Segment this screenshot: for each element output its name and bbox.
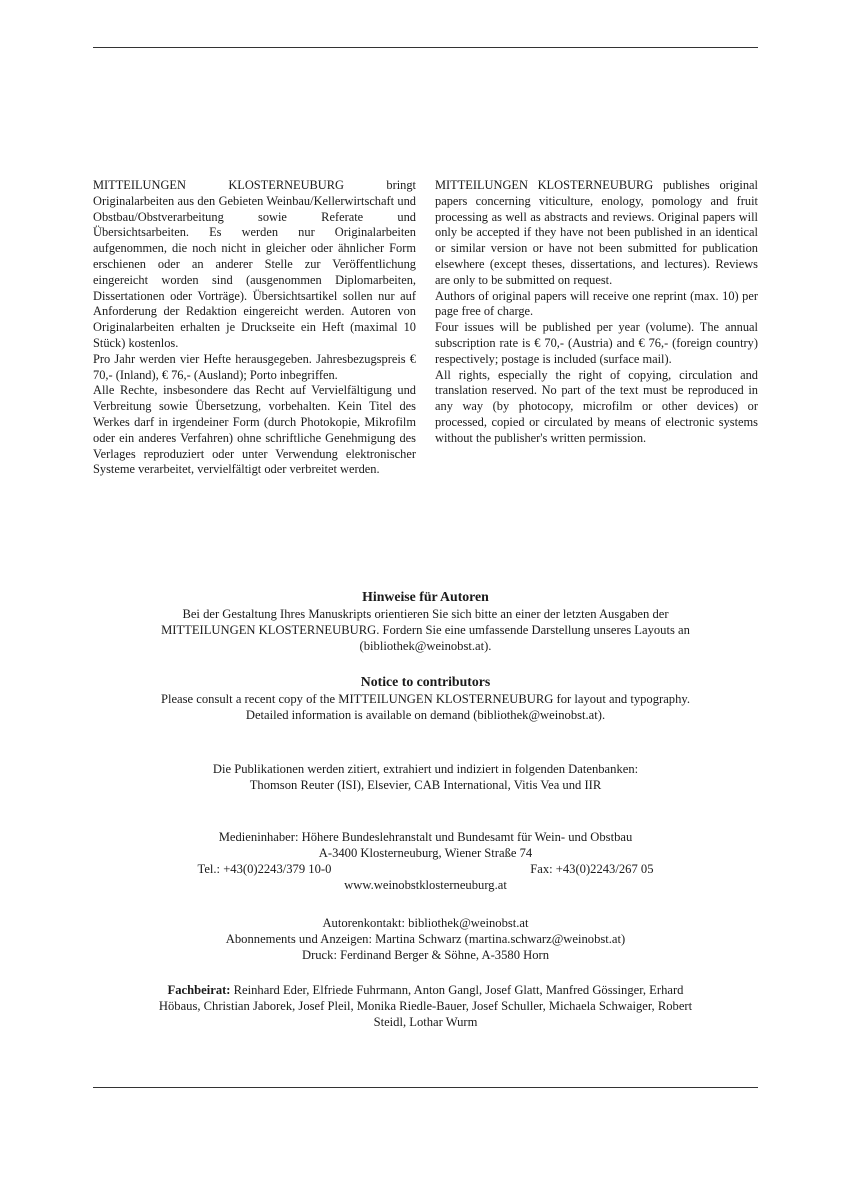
notice-line-1: Please consult a recent copy of the MITTEILUNGEN KLOSTERNEUBURG for layout and typography. — [160, 692, 691, 706]
german-paragraph-intro: MITTEILUNGEN KLOSTERNEUBURG bringt Originalarbeiten aus den Gebieten Weinbau/Kellerwirtschaft und Obstbau/Obstverarbeitung sowie Referate und Übersichtsarbeiten. Es werden nur Originalarbeiten aufgenommen, die noch nicht in gleicher oder ähnlicher Form erschienen oder an anderer Stelle zur Veröffentlichung eingereicht worden sind (ausgenommen Diplomarbeiten, Dissertationen oder Vorträge). Übersichtsartikel sollen nur auf Anforderung der Redaktion eingereicht werden. Autoren von Originalarbeiten erhalten je Druckseite ein Heft (maximal 10 Stück) kostenlos. — [93, 178, 416, 350]
top-rule — [93, 47, 758, 48]
databases-section — [93, 761, 758, 793]
hinweise-title: Hinweise für Autoren — [362, 589, 489, 604]
english-paragraph-subscription: Four issues will be published per year (volume). The annual subscription rate is € 70,- (Austria) and € 76,- (foreign country) respectively; postage is included (surface mail). — [435, 320, 758, 366]
phone-fax-line — [198, 861, 654, 877]
databases-line-1: Die Publikationen werden zitiert, extrahiert und indiziert in folgenden Datenbanken: — [212, 762, 639, 776]
printer-info: Druck: Ferdinand Berger & Söhne, A-3580 Horn — [301, 948, 550, 962]
english-paragraph-rights: All rights, especially the right of copying, circulation and translation reserved. No part of the text must be reproduced in any way (by photocopy, microfilm or other devices) or processed, copied or circulated by means of electronic systems without the publisher's written permission. — [435, 367, 758, 445]
english-paragraph-reprints: Authors of original papers will receive one reprint (max. 10) per page free of charge. — [435, 288, 758, 319]
advisory-board-label: Fachbeirat: — [167, 983, 231, 997]
fax-number: Fax: +43(0)2243/267 05 — [530, 862, 654, 876]
german-column — [93, 178, 416, 478]
notice-section — [93, 673, 758, 723]
publisher-line-1: Medieninhaber: Höhere Bundeslehranstalt und Bundesamt für Wein- und Obstbau — [218, 830, 633, 844]
publisher-website: www.weinobstklosterneuburg.at — [344, 878, 507, 892]
publisher-address: A-3400 Klosterneuburg, Wiener Straße 74 — [318, 846, 533, 860]
author-contact: Autorenkontakt: bibliothek@weinobst.at — [322, 916, 529, 930]
contact-section — [93, 915, 758, 963]
german-paragraph-rights: Alle Rechte, insbesondere das Recht auf Vervielfältigung und Verbreitung sowie Übersetzung, vorbehalten. Kein Titel des Werkes darf in irgendeiner Form (durch Photokopie, Mikrofilm oder ein anderes Verfahren) ohne schriftliche Genehmigung des Verlages reproduziert oder unter Verwendung elektronischer Systeme verarbeitet, vervielfältigt oder verbreitet werden. — [93, 383, 416, 477]
subscriptions-contact: Abonnements und Anzeigen: Martina Schwarz (martina.schwarz@weinobst.at) — [225, 932, 626, 946]
hinweise-line-2: MITTEILUNGEN KLOSTERNEUBURG. Fordern Sie eine umfassende Darstellung unseres Layouts an — [161, 623, 690, 637]
phone-number: Tel.: +43(0)2243/379 10-0 — [197, 862, 332, 876]
english-column — [435, 178, 758, 478]
bottom-rule — [93, 1087, 758, 1088]
hinweise-line-1: Bei der Gestaltung Ihres Manuskripts orientieren Sie sich bitte an einer der letzten Ausgaben der — [182, 607, 669, 621]
advisory-board-line-3: Steidl, Lothar Wurm — [373, 1015, 478, 1029]
advisory-board-section — [93, 982, 758, 1030]
hinweise-section — [93, 588, 758, 654]
notice-line-2: Detailed information is available on demand (bibliothek@weinobst.at). — [245, 708, 606, 722]
databases-line-2: Thomson Reuter (ISI), Elsevier, CAB International, Vitis Vea und IIR — [249, 778, 602, 792]
advisory-board-names-1: Reinhard Eder, Elfriede Fuhrmann, Anton Gangl, Josef Glatt, Manfred Gössinger, Erhard — [230, 983, 684, 997]
english-paragraph-intro: MITTEILUNGEN KLOSTERNEUBURG publishes original papers concerning viticulture, enology, pomology and fruit processing as well as abstracts and reviews. Original papers will only be accepted if they have not been published in an identical or similar version or have not been submitted for publication elsewhere (except theses, dissertations, and lectures). Reviews are only to be submitted on request. — [435, 178, 758, 287]
german-paragraph-subscription: Pro Jahr werden vier Hefte herausgegeben. Jahresbezugspreis € 70,- (Inland), € 76,- (Ausland); Porto inbegriffen. — [93, 351, 416, 382]
hinweise-line-3: (bibliothek@weinobst.at). — [359, 639, 492, 653]
info-columns — [93, 178, 758, 478]
advisory-board-line-1 — [93, 982, 758, 998]
advisory-board-line-2: Höbaus, Christian Jaborek, Josef Pleil, Monika Riedle-Bauer, Josef Schuller, Michaela Schwaiger, Robert — [158, 999, 693, 1013]
notice-title: Notice to contributors — [360, 674, 491, 689]
publisher-section — [93, 829, 758, 893]
